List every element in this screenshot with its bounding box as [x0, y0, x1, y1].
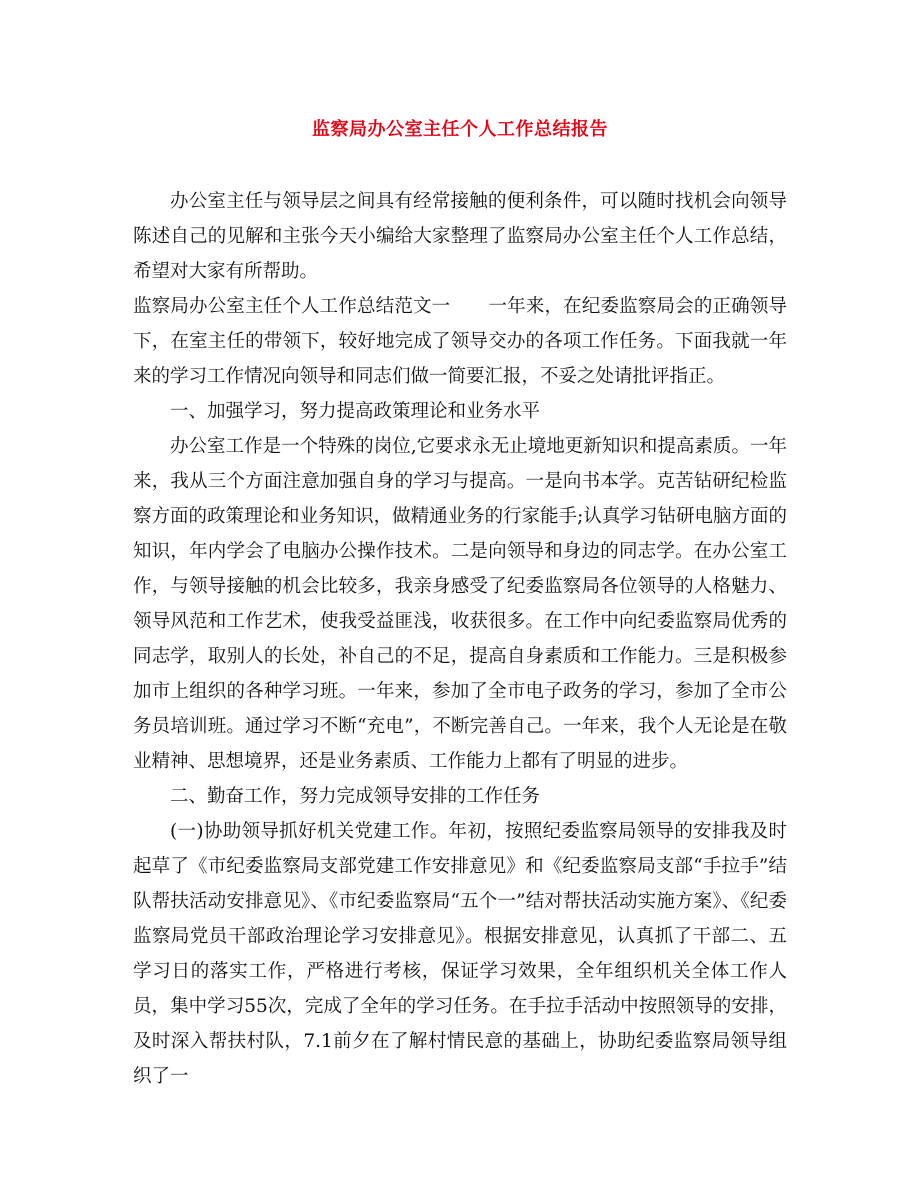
intro-paragraph: 办公室主任与领导层之间具有经常接触的便利条件，可以随时找机会向领导陈述自己的见解和主张今天小编给大家整理了监察局办公室主任个人工作总结，希望对大家有所帮助。 [133, 191, 787, 282]
document-body [133, 184, 787, 1094]
section-heading-2: 二、勤奋工作，努力完成领导安排的工作任务 [170, 786, 541, 807]
sample-paragraph [133, 289, 787, 394]
document-title: 监察局办公室主任个人工作总结报告 [312, 119, 608, 140]
sample-text: 一年来，在纪委监察局会的正确领导下，在室主任的带领下，较好地完成了领导交办的各项工作任务。下面我就一年来的学习工作情况向领导和同志们做一简要汇报，不妥之处请批评指正。 [133, 296, 787, 387]
section-heading-1: 一、加强学习，努力提高政策理论和业务水平 [170, 401, 541, 422]
section-paragraph-2: (一)协助领导抓好机关党建工作。年初，按照纪委监察局领导的安排我及时起草了《市纪委监察局支部党建工作安排意见》和《纪委监察局支部“手拉手”结队帮扶活动安排意见》、《市纪委监察局“五个一”结对帮扶活动实施方案》、《纪委监察局党员干部政治理论学习安排意见》。根据安排意见，认真抓了干部二、五学习日的落实工作，严格进行考核，保证学习效果，全年组织机关全体工作人员，集中学习55次，完成了全年的学习任务。在手拉手活动中按照领导的安排，及时深入帮扶村队，7.1前夕在了解村情民意的基础上，协助纪委监察局领导组织了一 [133, 821, 787, 1087]
sample-label: 监察局办公室主任个人工作总结范文一 [133, 296, 451, 317]
section-paragraph-1: 办公室工作是一个特殊的岗位,它要求永无止境地更新知识和提高素质。一年来，我从三个方面注意加强自身的学习与提高。一是向书本学。克苦钻研纪检监察方面的政策理论和业务知识，做精通业务的行家能手;认真学习钻研电脑方面的知识，年内学会了电脑办公操作技术。二是向领导和身边的同志学。在办公室工作，与领导接触的机会比较多，我亲身感受了纪委监察局各位领导的人格魅力、领导风范和工作艺术，使我受益匪浅，收获很多。在工作中向纪委监察局优秀的同志学，取别人的长处，补自己的不足，提高自身素质和工作能力。三是积极参加市上组织的各种学习班。一年来，参加了全市电子政务的学习，参加了全市公务员培训班。通过学习不断“充电”，不断完善自己。一年来，我个人无论是在敬业精神、思想境界，还是业务素质、工作能力上都有了明显的进步。 [133, 436, 787, 772]
